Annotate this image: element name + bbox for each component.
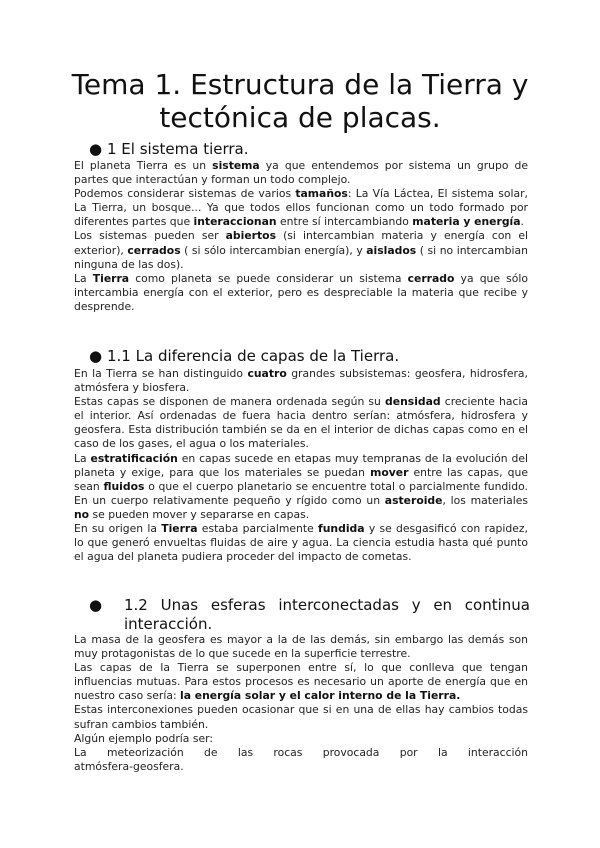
paragraph: La Tierra como planeta se puede considerar un sistema cerrado ya que sólo intercambia energía con el exterior, pero es despreciable la materia que recibe y desprende. (74, 271, 528, 313)
section-2-body (74, 367, 528, 564)
section-heading-3 (90, 596, 530, 634)
paragraph: Podemos considerar sistemas de varios tamaños: La Vía Láctea, El sistema solar, La Tierra, un bosque... Ya que todos ellos funcionan como un todo formado por diferentes partes que interaccionan entre sí intercambiando materia y energía. (74, 187, 528, 229)
paragraph: El planeta Tierra es un sistema ya que entendemos por sistema un grupo de partes que interactúan y forman un todo complejo. (74, 159, 528, 187)
paragraph: Las capas de la Tierra se superponen entre sí, lo que conlleva que tengan influencias mutuas. Para estos procesos es necesario un aporte de energía que en nuestro caso sería: la energía solar y el calor interno de la Tierra. (74, 661, 528, 703)
paragraph: Estas interconexiones pueden ocasionar que si en una de ellas hay cambios todas sufran cambios también. (74, 703, 528, 731)
section-1-body (74, 159, 528, 314)
paragraph: En la Tierra se han distinguido cuatro grandes subsistemas: geosfera, hidrosfera, atmósfera y biosfera. (74, 367, 528, 395)
paragraph: Estas capas se disponen de manera ordenada según su densidad creciente hacia el interior. Así ordenadas de fuera hacia dentro serían: atmósfera, hidrosfera y geosfera. Esta distribución también se da en el interior de dichas capas como en el caso de los gases, el agua o los materiales. (74, 395, 528, 451)
section-3-body (74, 633, 528, 774)
section-heading-1-text: 1 El sistema tierra. (107, 140, 249, 158)
section-heading-2 (90, 347, 399, 366)
paragraph: Los sistemas pueden ser abiertos (si intercambian materia y energía con el exterior), cerrados ( si sólo intercambian energía), y aislados ( si no intercambian ninguna de las dos). (74, 229, 528, 271)
section-heading-1 (90, 140, 249, 159)
paragraph: La estratificación en capas sucede en etapas muy tempranas de la evolución del planeta y exige, para que los materiales se puedan mover entre las capas, que sean fluidos o que el cuerpo planetario se encuentre total o parcialmente fundido. En un cuerpo relativamente pequeño y rígido como un asteroide, los materiales no se pueden mover y separarse en capas. (74, 451, 528, 521)
paragraph: La masa de la geosfera es mayor a la de las demás, sin embargo las demás son muy protagonistas de lo que sucede en la superficie terrestre. (74, 633, 528, 661)
paragraph: Algún ejemplo podría ser: (74, 731, 214, 745)
title-line-2: tectónica de placas. (159, 101, 441, 134)
bullet-icon: ● (89, 596, 103, 614)
bullet-icon: ● (89, 140, 103, 158)
title-line-1: Tema 1. Estructura de la Tierra y (71, 68, 529, 101)
section-heading-3-line-1: 1.2 Unas esferas interconectadas y en continua (124, 596, 530, 614)
page-title (60, 68, 540, 134)
paragraph: En su origen la Tierra estaba parcialmente fundida y se desgasificó con rapidez, lo que generó envueltas fluidas de aire y agua. La ciencia estudia hasta qué punto el agua del planeta pudiera proceder del impacto de cometas. (74, 522, 528, 564)
paragraph-line: La meteorización de las rocas provocada por la interacción (74, 745, 528, 759)
section-heading-3-line-2: interacción. (124, 615, 213, 633)
paragraph-line: atmósfera-geosfera. (74, 759, 184, 773)
bullet-icon: ● (89, 347, 103, 365)
section-heading-2-text: 1.1 La diferencia de capas de la Tierra. (107, 347, 400, 365)
